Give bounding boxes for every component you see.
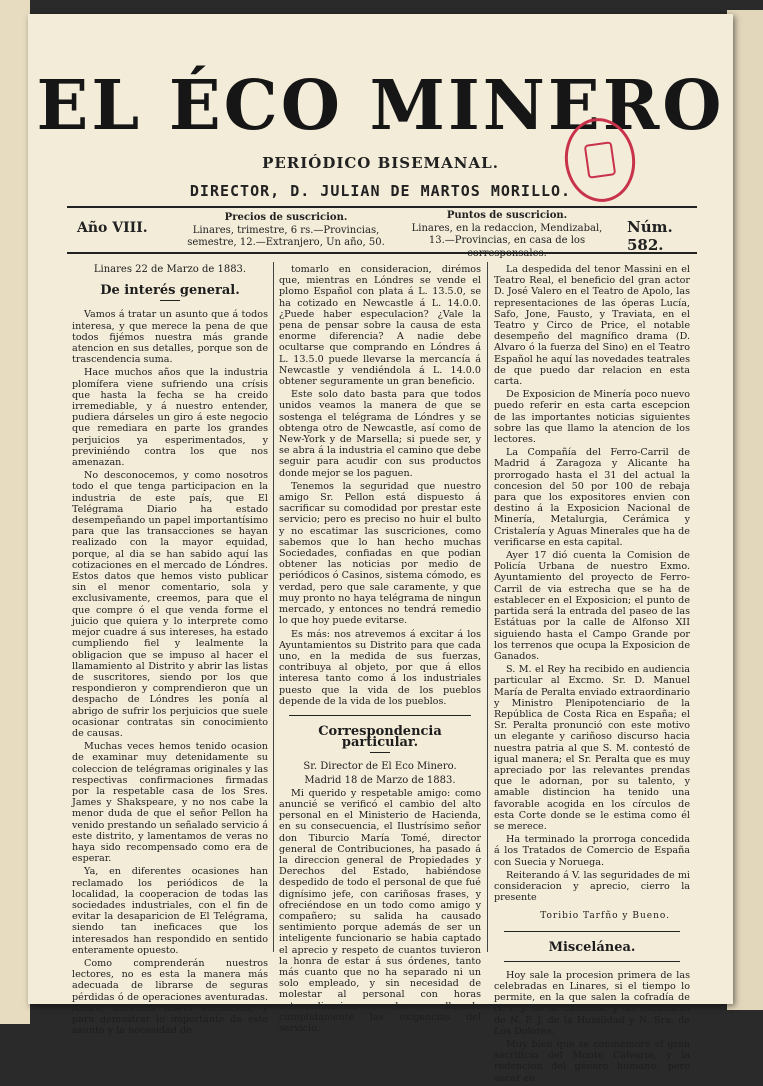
- divider: [504, 931, 680, 932]
- article-heading: De interés general.: [100, 283, 240, 299]
- divider: [160, 300, 180, 301]
- prices-heading: Precios de suscricion.: [224, 212, 348, 223]
- paragraph: Ayer 17 dió cuenta la Comision de Policía Urbana de nuestro Exmo. Ayuntamiento del proyecto de Ferro-Carril de via estrecha que se ha de establecer en el Exposicion; el punto de partida será la entrada del paseo de las Estátuas por la calle de Alfonso XII siguiendo hasta el Campo Grande por los terrenos que ocupa la Exposicion de Ganados.: [494, 550, 690, 662]
- director-line: DIRECTOR, D. JULIAN DE MARTOS MORILLO.: [189, 182, 572, 200]
- newspaper-title: EL ÉCO MINERO: [36, 66, 725, 146]
- paragraph: Ha terminado la prorroga concedida á los Tratados de Comercio de España con Suecia y Noruega.: [494, 834, 690, 868]
- article-heading: Miscelánea.: [548, 939, 636, 955]
- paragraph: La Compañía del Ferro-Carril de Madrid á Zaragoza y Alicante ha prorrogado hasta el 31 del actual la concesion del 50 por 100 de rebaja para que los expositores envien con destino á la Exposicion Nacional de Minería, Metalurgia, Cerámica y Cristalería y Aguas Minerales que ha de verificarse en esta capital.: [494, 447, 690, 548]
- divider: [504, 961, 680, 962]
- paragraph: Vamos á tratar un asunto que á todos interesa, y que merece la pena de que todos fijémos nuestra más grande atencion en sus detalles, porque son de trascendencia suma.: [72, 309, 268, 366]
- paragraph: Como comprenderán nuestros lectores, no es esta la manera más adecuada de librarse de seguras pérdidas ó de operaciones aventuradas. Ahora, hacemos nueva escitacion, y para demostrar lo importante de este asunto y la necesidad de: [72, 957, 268, 1037]
- adjacent-page: [0, 0, 30, 1024]
- column-divider: [487, 262, 488, 952]
- coat-of-arms-icon: [584, 141, 616, 179]
- year-label: Año VIII.: [77, 220, 148, 236]
- newspaper-subtitle: PERIÓDICO BISEMANAL.: [262, 154, 499, 172]
- paragraph: Este solo dato basta para que todos unidos veamos la manera de que se sostenga el telégrama de Lóndres y se obtenga otro de Newcastle, así como de New-York y de Marsella; si puede ser, y se abra á la industria el camino que debe seguir para acudir con sus productos donde mejor se los paguen.: [279, 389, 481, 479]
- paragraph: Mi querido y respetable amigo: como anuncié se verificó el cambio del alto personal en el Ministerio de Hacienda, en su consecuencia, el Ilustrísimo señor don Tiburcio María Tomé, director general de Contribuciones, ha pasado á la direccion general de Propiedades y Derechos del Estado, habiéndose despedido de todo el personal de que fué dignísimo jefe, con cariñosas frases, y ofreciéndose en un todo como amigo y compañero; su salida ha causado sentimiento porque además de ser un inteligente funcionario se habia captado el aprecio y respeto de cuantos tuvieron la honra de estar á sus órdenes, tanto más cuanto que no ha separado ni un solo empleado, y sin necesidad de molestar al personal con horas extraordinarias, ha llenado cumplidamente las exigencias del servicio.: [279, 787, 481, 1034]
- column-3: [494, 264, 690, 1086]
- divider: [370, 752, 390, 753]
- prices-text: Linares, trimestre, 6 rs.—Provincias, semestre, 12.—Extranjero, Un año, 50.: [187, 224, 385, 248]
- paragraph: De Exposicion de Minería poco nuevo puedo referir en esta carta escepcion de las importantes noticias siguientes sobre las que llamo la atencion de los lectores.: [494, 389, 690, 446]
- paragraph: tomarlo en consideracion, dirémos que, mientras en Lóndres se vende el plomo Español con plata á L. 13.5.0, se ha cotizado en Newcastle á L. 14.0.0. ¿Puede haber especulacion? ¿Vale la pena de pensar sobre la causa de esta enorme diferencia? A nadie debe ocultarse que comprando en Lóndres á L. 13.5.0 puede llevarse la mercancía á Newcastle y vendiéndola á L. 14.0.0 obtener seguramente un gran beneficio.: [279, 264, 481, 388]
- column-divider: [273, 262, 274, 952]
- paragraph: Hace muchos años que la industria plomífera viene sufriendo una crísis que hasta la fecha se ha creido irremediable, y á nuestro entender, pudiera dárseles un giro á este negocio que remediara en parte los grandes perjuicios ya esperimentados, y previniéndo contra los que nos amenazan.: [72, 367, 268, 469]
- issue-number: Núm. 582.: [627, 218, 673, 254]
- paragraph: Reiterando á V. las seguridades de mi consideracion y aprecio, cierro la presente: [494, 869, 690, 904]
- column-1: [72, 264, 268, 1038]
- place-date: Madrid 18 de Marzo de 1883.: [304, 774, 456, 786]
- paragraph: Muy bien que se conmemore el gran sacrificio del Monte Calvario, y la redencion del género humano; pero sacar en: [494, 1039, 690, 1084]
- paragraph: Tenemos la seguridad que nuestro amigo Sr. Pellon está dispuesto á sacrificar su comodidad por prestar este servicio; pero es preciso no huir el bulto y no escatimar las suscriciones, como sabemos que lo han hecho muchas Sociedades, confiadas en que podian obtener las noticias por medio de periódicos ó Casinos, sistema cómodo, es verdad, pero que sale caramente, y que muy pronto no haya telégrama de ningun mercado, y entonces no tendrá remedio lo que hoy puede evitarse.: [279, 480, 481, 627]
- article-heading: Correspondencia particular.: [318, 723, 442, 751]
- paragraph: Ya, en diferentes ocasiones han reclamado los periódicos de la localidad, la cooperacion de todas las sociedades industriales, con el fin de evitar la desaparicion de El Telégrama, siendo tan ineficaces que los interesados han respondido en sentido enteramente opuesto.: [72, 866, 268, 956]
- salutation: Sr. Director de El Eco Minero.: [303, 761, 457, 773]
- paragraph: Muchas veces hemos tenido ocasion de examinar muy detenidamente su coleccion de telégramas originales y las respectivas confirmaciones firmadas por la respetable casa de los Sres. James y Shakspeare, y no nos cabe la menor duda de que el señor Pellon ha venido prestando un señalado servicio á este distrito, y lamentamos de veras no haya sido recompensado como era de esperar.: [72, 741, 268, 865]
- points-text: Linares, en la redaccion, Mendizabal, 13.—Provincias, en casa de los corresponsales.: [411, 222, 603, 259]
- dateline: Linares 22 de Marzo de 1883.: [93, 264, 247, 275]
- column-2: [279, 264, 481, 1036]
- divider: [289, 715, 471, 716]
- points-heading: Puntos de suscricion.: [446, 210, 568, 221]
- newspaper-page: [28, 14, 733, 1084]
- subscription-prices: [171, 212, 401, 250]
- paragraph: S. M. el Rey ha recibido en audiencia particular al Excmo. Sr. D. Manuel María de Peralta enviado extraordinario y Ministro Plenipotenciario de la República de Costa Rica en España; el Sr. Peralta pronunció con este motivo un elegante y cariñoso discurso hacia nuestra patria al que S. M. contestó de igual manera; el Sr. Peralta que es muy apreciado por las relevantes prendas que le adornan, por su talento, y amable distincion ha tenido una favorable acogida en los círculos de esta Corte donde se le estima como él se merece.: [494, 664, 690, 832]
- paragraph: Hoy sale la procesion primera de las celebradas en Linares, si el tiempo lo permite, en la que salen la cofradía de N. P. J. de la Columna, y las escuadras de N. P. J. de la Humildad y N. Sra. de Los Dolores.: [494, 969, 690, 1037]
- info-bar: [67, 206, 697, 259]
- paragraph: La despedida del tenor Massini en el Teatro Real, el beneficio del gran actor D. José Valero en el Teatro de Apolo, las representaciones de las óperas Lucía, Safo, Jone, Fausto, y Traviata, en el Teatro y Circo de Price, el notable desempeño del magnífico drama (D. Alvaro ó la fuerza del Sino) en el Teatro Español he aquí las novedades teatrales de que puedo dar relacion en esta carta.: [494, 264, 690, 388]
- signature: Toribio Tarfño y Bueno.: [540, 911, 670, 922]
- subscription-points: [407, 210, 607, 260]
- paragraph: Es más: nos atrevemos á excitar á los Ayuntamientos su Distrito para que cada uno, en la medida de sus fuerzas, contribuya al objeto, por que á ellos interesa tanto como á los industriales puesto que la vida de los pueblos depende de la vida de los pueblos.: [279, 628, 481, 707]
- paragraph: No desconocemos, y como nosotros todo el que tenga participacion en la industria de este país, que El Telégrama Diario ha estado desempeñando un papel importantísimo para que las transacciones se hayan realizado con la mayor equidad, porque, al dia se han sabido aquí las cotizaciones en el mercado de Lóndres. Estos datos que hemos visto publicar sin el menor comentario, sola y exclusivamente, creemos, para que el que compre ó el que venda forme el juicio que quiera y lo interprete como mejor cuadre á sus intereses, ha estado cumpliendo fiel y lealmente la obligacion que se impuso al hacer el llamamiento al Distrito y abrir las listas de suscritores, siendo por los que respondieron y comprendieron que un despacho de Lóndres les ponía al abrigo de sufrir los perjuicios que suele ocasionar contratas sin conocimiento de causas.: [72, 470, 268, 739]
